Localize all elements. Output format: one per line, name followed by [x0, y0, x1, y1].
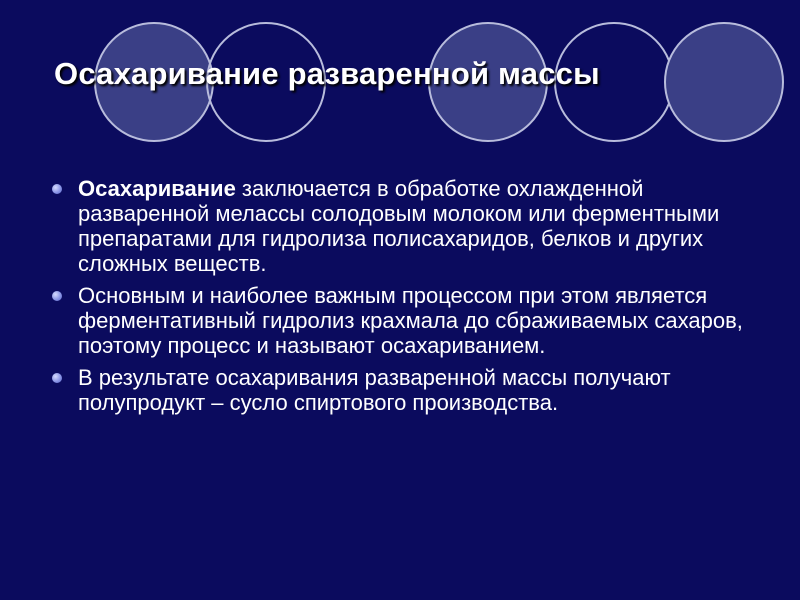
bullet-icon — [52, 291, 62, 301]
bullet-list — [50, 176, 750, 422]
bullet-icon — [52, 184, 62, 194]
bullet-item — [50, 283, 750, 358]
bullet-text: В результате осахаривания разваренной массы получают полупродукт – сусло спиртового производства. — [78, 365, 671, 415]
bullet-text: Основным и наиболее важным процессом при этом является ферментативный гидролиз крахмала до сбраживаемых сахаров, поэтому процесс и называют осахариванием. — [78, 283, 743, 358]
bullet-bold-term: Осахаривание — [78, 176, 236, 201]
bullet-item — [50, 176, 750, 276]
bullet-icon — [52, 373, 62, 383]
decorative-circle — [664, 22, 784, 142]
bullet-text: заключается в обработке охлажденной разваренной мелассы солодовым молоком или ферментными препаратами для гидролиза полисахаридов, белков и других сложных веществ. — [78, 176, 720, 276]
bullet-item — [50, 365, 750, 415]
slide-title: Осахаривание разваренной массы — [54, 56, 600, 91]
